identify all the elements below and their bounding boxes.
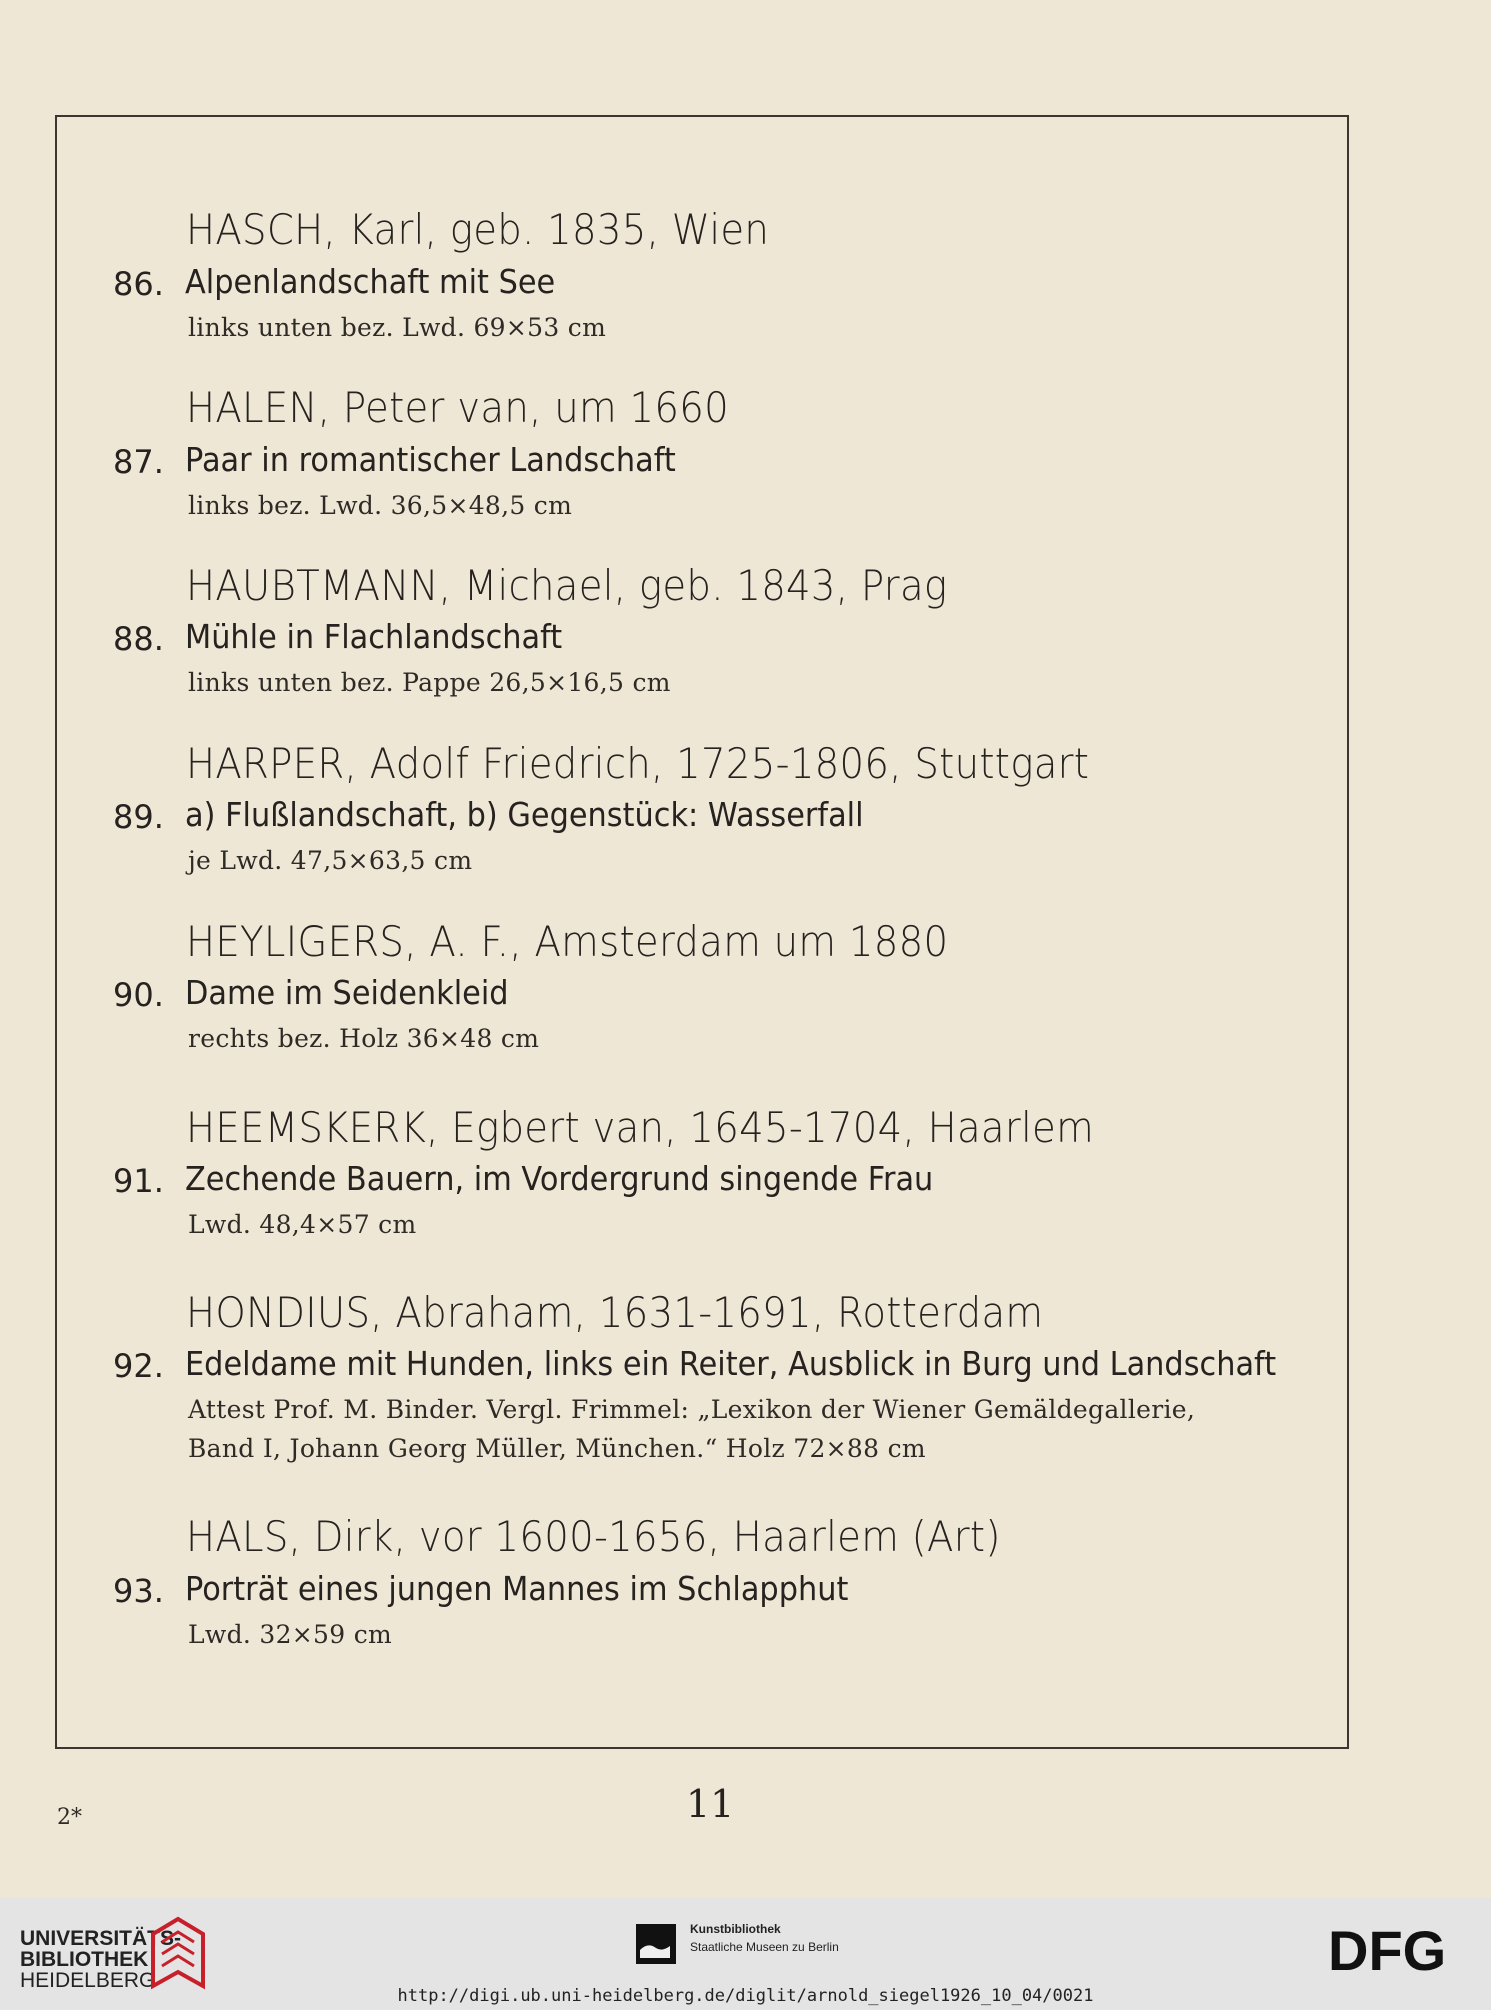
work-title: Zechende Bauern, im Vordergrund singende Frau bbox=[185, 1159, 934, 1198]
university-library-logo-icon bbox=[148, 1914, 208, 1994]
digitization-footer bbox=[0, 1898, 1491, 2010]
work-title: Dame im Seidenkleid bbox=[185, 973, 509, 1012]
work-details: Attest Prof. M. Binder. Vergl. Frimmel: „Lexikon der Wiener Gemäldegallerie, bbox=[188, 1395, 1196, 1424]
lot-number: 89. bbox=[113, 798, 164, 836]
work-details: je Lwd. 47,5×63,5 cm bbox=[188, 846, 473, 875]
artist-name: HAUBTMANN, Michael, geb. 1843, Prag bbox=[186, 561, 948, 610]
work-title: Paar in romantischer Landschaft bbox=[185, 440, 676, 479]
lot-number: 91. bbox=[113, 1162, 164, 1200]
work-title: a) Flußlandschaft, b) Gegenstück: Wasserfall bbox=[185, 795, 864, 834]
artist-name: HONDIUS, Abraham, 1631-1691, Rotterdam bbox=[186, 1288, 1044, 1337]
work-details: links unten bez. Pappe 26,5×16,5 cm bbox=[188, 668, 671, 697]
lot-number: 87. bbox=[113, 443, 164, 481]
lot-number: 86. bbox=[113, 265, 164, 303]
library-line-1: UNIVERSITÄTS- bbox=[20, 1927, 182, 1950]
kb-line-1: Kunstbibliothek bbox=[690, 1922, 781, 1936]
work-details: Band I, Johann Georg Müller, München.“ Holz 72×88 cm bbox=[188, 1434, 926, 1463]
folio-mark: 2* bbox=[57, 1805, 82, 1830]
work-details: links unten bez. Lwd. 69×53 cm bbox=[188, 313, 607, 342]
kb-line-2: Staatliche Museen zu Berlin bbox=[690, 1940, 839, 1954]
work-title: Alpenlandschaft mit See bbox=[185, 262, 556, 301]
lot-number: 88. bbox=[113, 620, 164, 658]
artist-name: HALEN, Peter van, um 1660 bbox=[186, 383, 729, 432]
work-title: Porträt eines jungen Mannes im Schlapphut bbox=[185, 1569, 849, 1608]
artist-name: HASCH, Karl, geb. 1835, Wien bbox=[186, 205, 770, 254]
kunstbibliothek-label bbox=[690, 1920, 839, 1956]
artist-name: HEEMSKERK, Egbert van, 1645-1704, Haarlem bbox=[186, 1103, 1095, 1152]
work-details: rechts bez. Holz 36×48 cm bbox=[188, 1024, 540, 1053]
kunstbibliothek-logo-icon bbox=[636, 1924, 676, 1968]
work-title: Mühle in Flachlandschaft bbox=[185, 617, 563, 656]
page-number: 11 bbox=[686, 1782, 735, 1826]
work-details: links bez. Lwd. 36,5×48,5 cm bbox=[188, 491, 573, 520]
work-details: Lwd. 32×59 cm bbox=[188, 1620, 393, 1649]
lot-number: 90. bbox=[113, 976, 164, 1014]
source-url[interactable]: http://digi.ub.uni-heidelberg.de/diglit/arnold_siegel1926_10_04/0021 bbox=[397, 1986, 1094, 2006]
library-line-2: BIBLIOTHEK bbox=[20, 1948, 149, 1971]
dfg-logo-icon bbox=[1328, 1920, 1470, 1978]
artist-name: HARPER, Adolf Friedrich, 1725-1806, Stuttgart bbox=[186, 739, 1090, 788]
lot-number: 92. bbox=[113, 1347, 164, 1385]
artist-name: HEYLIGERS, A. F., Amsterdam um 1880 bbox=[186, 917, 949, 966]
work-title: Edeldame mit Hunden, links ein Reiter, Ausblick in Burg und Landschaft bbox=[185, 1344, 1277, 1383]
svg-text:DFG: DFG bbox=[1328, 1920, 1447, 1978]
artist-name: HALS, Dirk, vor 1600-1656, Haarlem (Art) bbox=[186, 1512, 1001, 1561]
work-details: Lwd. 48,4×57 cm bbox=[188, 1210, 417, 1239]
lot-number: 93. bbox=[113, 1572, 164, 1610]
library-line-3: HEIDELBERG bbox=[20, 1969, 156, 1992]
